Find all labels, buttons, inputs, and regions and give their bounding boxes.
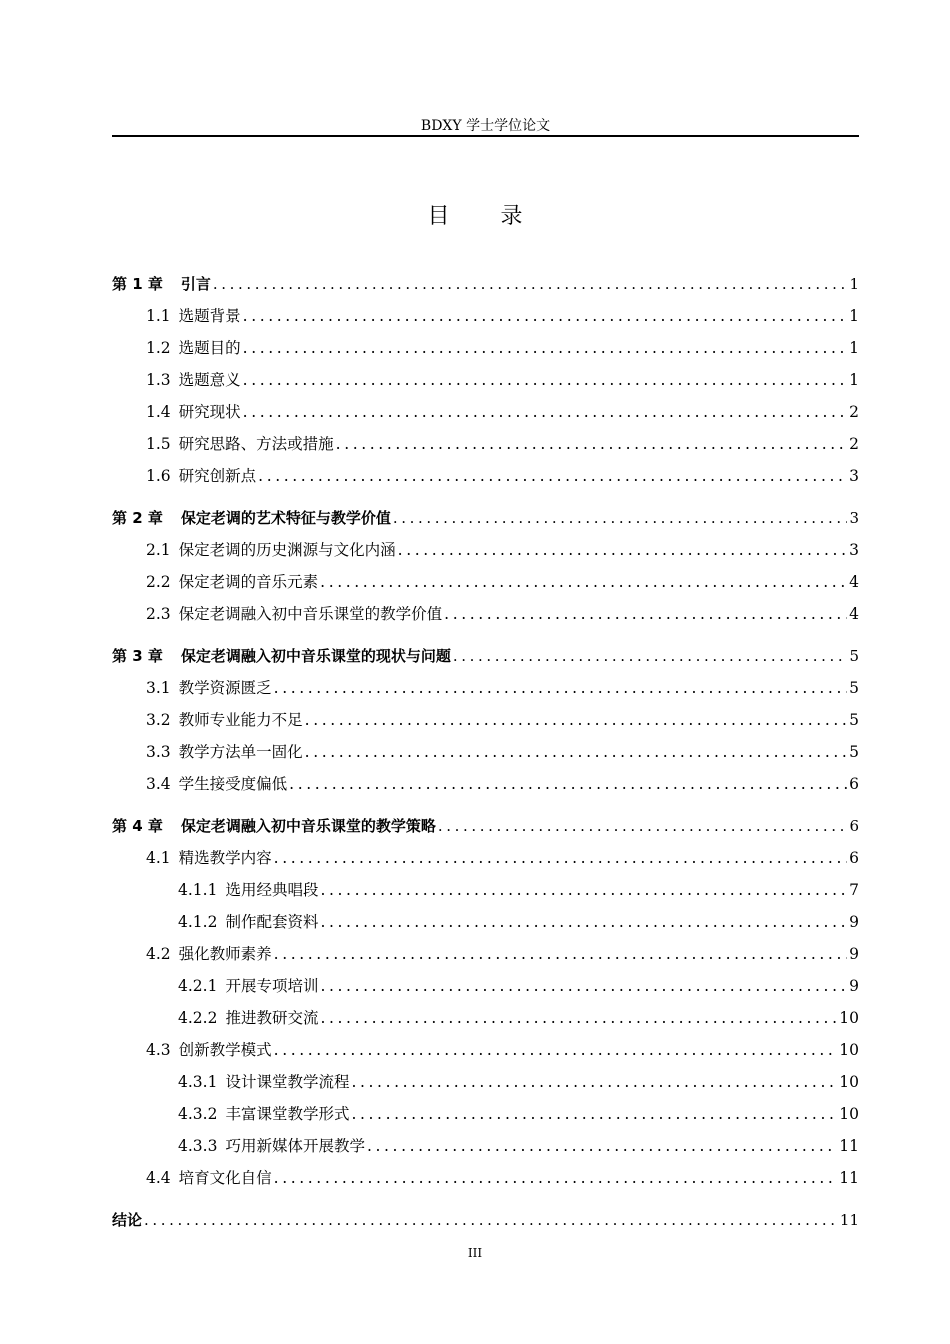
toc-dot-leader <box>289 768 847 800</box>
toc-entry-label: 学生接受度偏低 <box>178 775 288 793</box>
toc-dot-leader <box>305 704 847 736</box>
toc-dot-leader <box>320 906 847 938</box>
toc-dot-leader <box>305 736 847 768</box>
toc-entry-page: 9 <box>849 977 859 995</box>
toc-dot-leader <box>444 598 847 630</box>
toc-entry-page: 3 <box>849 467 859 485</box>
toc-entry-label: 研究创新点 <box>178 467 257 485</box>
toc-section-entry[interactable] <box>112 1162 859 1194</box>
toc-entry-page: 5 <box>849 647 859 665</box>
toc-section-entry[interactable] <box>112 874 859 906</box>
toc-entry-number: 3.4 <box>146 775 171 793</box>
toc-entry-page: 11 <box>839 1137 859 1155</box>
toc-section-entry[interactable] <box>112 970 859 1002</box>
toc-dot-leader <box>351 1066 837 1098</box>
toc-dot-leader <box>398 534 847 566</box>
toc-entry-number: 4.1 <box>146 849 171 867</box>
toc-entry-label: 保定老调的艺术特征与教学价值 <box>180 509 391 527</box>
toc-entry-page: 11 <box>839 1169 859 1187</box>
toc-entry-number: 2.2 <box>146 573 171 591</box>
toc-dot-leader <box>393 502 848 534</box>
toc-dot-leader <box>243 300 847 332</box>
toc-section-entry[interactable] <box>112 1130 859 1162</box>
toc-section-entry[interactable] <box>112 1098 859 1130</box>
page-number: III <box>467 1246 483 1260</box>
toc-entry-label: 保定老调融入初中音乐课堂的教学策略 <box>180 817 436 835</box>
toc-dot-leader <box>243 364 847 396</box>
toc-section-entry[interactable] <box>112 534 859 566</box>
toc-entry-number: 1.4 <box>146 403 171 421</box>
toc-entry-label: 设计课堂教学流程 <box>225 1073 350 1091</box>
toc-section-entry[interactable] <box>112 598 859 630</box>
toc-entry-label: 推进教研交流 <box>225 1009 319 1027</box>
toc-entry-number: 4.2.1 <box>178 977 218 995</box>
toc-entry-number: 1.1 <box>146 307 171 325</box>
toc-entry-page: 5 <box>849 679 859 697</box>
toc-section-entry[interactable] <box>112 736 859 768</box>
toc-entry-number: 4.3.3 <box>178 1137 218 1155</box>
toc-section-entry[interactable] <box>112 1066 859 1098</box>
toc-dot-leader <box>243 332 847 364</box>
toc-entry-page: 5 <box>849 743 859 761</box>
header-rule <box>112 135 859 137</box>
toc-entry-label: 引言 <box>180 275 211 293</box>
toc-dot-leader <box>274 1034 838 1066</box>
toc-entry-label: 选题意义 <box>178 371 241 389</box>
toc-entry-page: 10 <box>839 1073 859 1091</box>
toc-entry-page: 1 <box>849 371 859 389</box>
toc-entry-label: 选用经典唱段 <box>225 881 319 899</box>
toc-entry-label: 结论 <box>112 1211 143 1229</box>
toc-entry-label: 巧用新媒体开展教学 <box>225 1137 365 1155</box>
toc-dot-leader <box>213 268 848 300</box>
toc-conclusion-entry[interactable] <box>112 1204 859 1236</box>
toc-entry-number: 1.5 <box>146 435 171 453</box>
toc-entry-label: 保定老调融入初中音乐课堂的教学价值 <box>178 605 443 623</box>
toc-entry-page: 4 <box>849 605 859 623</box>
toc-section-entry[interactable] <box>112 1034 859 1066</box>
toc-dot-leader <box>274 842 847 874</box>
toc-section-entry[interactable] <box>112 842 859 874</box>
toc-entry-label: 教师专业能力不足 <box>178 711 303 729</box>
toc-entry-page: 6 <box>849 817 859 835</box>
toc-section-entry[interactable] <box>112 704 859 736</box>
toc-entry-number: 2.3 <box>146 605 171 623</box>
toc-section-entry[interactable] <box>112 1002 859 1034</box>
toc-entry-page: 9 <box>849 945 859 963</box>
toc-dot-leader <box>351 1098 837 1130</box>
toc-dot-leader <box>320 566 847 598</box>
toc-section-entry[interactable] <box>112 396 859 428</box>
toc-entry-number: 2.1 <box>146 541 171 559</box>
toc-section-entry[interactable] <box>112 332 859 364</box>
toc-dot-leader <box>274 672 847 704</box>
toc-section-entry[interactable] <box>112 300 859 332</box>
toc-section-entry[interactable] <box>112 672 859 704</box>
toc-entry-page: 1 <box>849 275 859 293</box>
toc-entry-label: 选题目的 <box>178 339 241 357</box>
toc-entry-page: 2 <box>849 435 859 453</box>
toc-entry-number: 4.2 <box>146 945 171 963</box>
toc-entry-page: 4 <box>849 573 859 591</box>
toc-entry-label: 教学资源匮乏 <box>178 679 272 697</box>
toc-entry-label: 教学方法单一固化 <box>178 743 303 761</box>
toc-dot-leader <box>258 460 847 492</box>
toc-entry-page: 9 <box>849 913 859 931</box>
toc-entry-label: 培育文化自信 <box>178 1169 272 1187</box>
toc-dot-leader <box>320 874 847 906</box>
toc-dot-leader <box>320 970 847 1002</box>
toc-dot-leader <box>336 428 847 460</box>
toc-entry-number: 4.3.2 <box>178 1105 218 1123</box>
toc-entry-number: 第 2 章 <box>112 509 163 527</box>
toc-section-entry[interactable] <box>112 566 859 598</box>
toc-section-entry[interactable] <box>112 364 859 396</box>
toc-entry-number: 1.6 <box>146 467 171 485</box>
toc-entry-page: 6 <box>849 775 859 793</box>
toc-entry-page: 7 <box>849 881 859 899</box>
toc-entry-page: 6 <box>849 849 859 867</box>
toc-dot-leader <box>438 810 848 842</box>
toc-entry-page: 5 <box>849 711 859 729</box>
page-title: 目 录 <box>427 204 545 229</box>
toc-entry-label: 选题背景 <box>178 307 241 325</box>
toc-entry-number: 4.3 <box>146 1041 171 1059</box>
toc-entry-number: 第 1 章 <box>112 275 163 293</box>
toc-dot-leader <box>144 1204 838 1236</box>
toc-entry-label: 创新教学模式 <box>178 1041 272 1059</box>
toc-entry-page: 10 <box>839 1105 859 1123</box>
toc-dot-leader <box>367 1130 837 1162</box>
toc-entry-page: 2 <box>849 403 859 421</box>
toc-entry-page: 10 <box>839 1009 859 1027</box>
toc-entry-label: 研究思路、方法或措施 <box>178 435 334 453</box>
toc-entry-label: 开展专项培训 <box>225 977 319 995</box>
toc-dot-leader <box>274 938 847 970</box>
toc-entry-page: 10 <box>839 1041 859 1059</box>
toc-section-entry[interactable] <box>112 938 859 970</box>
running-header: BDXY 学士学位论文 <box>420 118 551 134</box>
toc-chapter-entry[interactable] <box>112 268 859 300</box>
toc-chapter-entry[interactable] <box>112 502 859 534</box>
toc-chapter-entry[interactable] <box>112 810 859 842</box>
toc-entry-number: 4.1.1 <box>178 881 218 899</box>
toc-entry-number: 第 3 章 <box>112 647 163 665</box>
toc-dot-leader <box>243 396 847 428</box>
toc-entry-page: 1 <box>849 339 859 357</box>
toc-entry-number: 4.3.1 <box>178 1073 218 1091</box>
toc-entry-label: 研究现状 <box>178 403 241 421</box>
toc-entry-number: 第 4 章 <box>112 817 163 835</box>
toc-entry-label: 制作配套资料 <box>225 913 319 931</box>
toc-entry-number: 3.3 <box>146 743 171 761</box>
toc-entry-page: 3 <box>849 509 859 527</box>
toc-dot-leader <box>274 1162 838 1194</box>
toc-entry-number: 4.2.2 <box>178 1009 218 1027</box>
toc-dot-leader <box>453 640 848 672</box>
toc-entry-label: 保定老调的历史渊源与文化内涵 <box>178 541 396 559</box>
toc-section-entry[interactable] <box>112 460 859 492</box>
toc-entry-page: 11 <box>839 1211 859 1229</box>
toc-section-entry[interactable] <box>112 906 859 938</box>
toc-entry-number: 4.4 <box>146 1169 171 1187</box>
toc-entry-page: 3 <box>849 541 859 559</box>
toc-entry-label: 保定老调融入初中音乐课堂的现状与问题 <box>180 647 451 665</box>
toc-chapter-entry[interactable] <box>112 640 859 672</box>
toc-entry-number: 3.2 <box>146 711 171 729</box>
toc-entry-number: 4.1.2 <box>178 913 218 931</box>
toc-entry-page: 1 <box>849 307 859 325</box>
toc-entry-number: 1.3 <box>146 371 171 389</box>
toc-section-entry[interactable] <box>112 428 859 460</box>
toc-entry-label: 丰富课堂教学形式 <box>225 1105 350 1123</box>
toc-entry-label: 精选教学内容 <box>178 849 272 867</box>
toc-section-entry[interactable] <box>112 768 859 800</box>
toc-entry-number: 3.1 <box>146 679 171 697</box>
toc-dot-leader <box>320 1002 837 1034</box>
toc-entry-label: 保定老调的音乐元素 <box>178 573 319 591</box>
table-of-contents <box>112 268 859 1236</box>
toc-entry-label: 强化教师素养 <box>178 945 272 963</box>
toc-entry-number: 1.2 <box>146 339 171 357</box>
